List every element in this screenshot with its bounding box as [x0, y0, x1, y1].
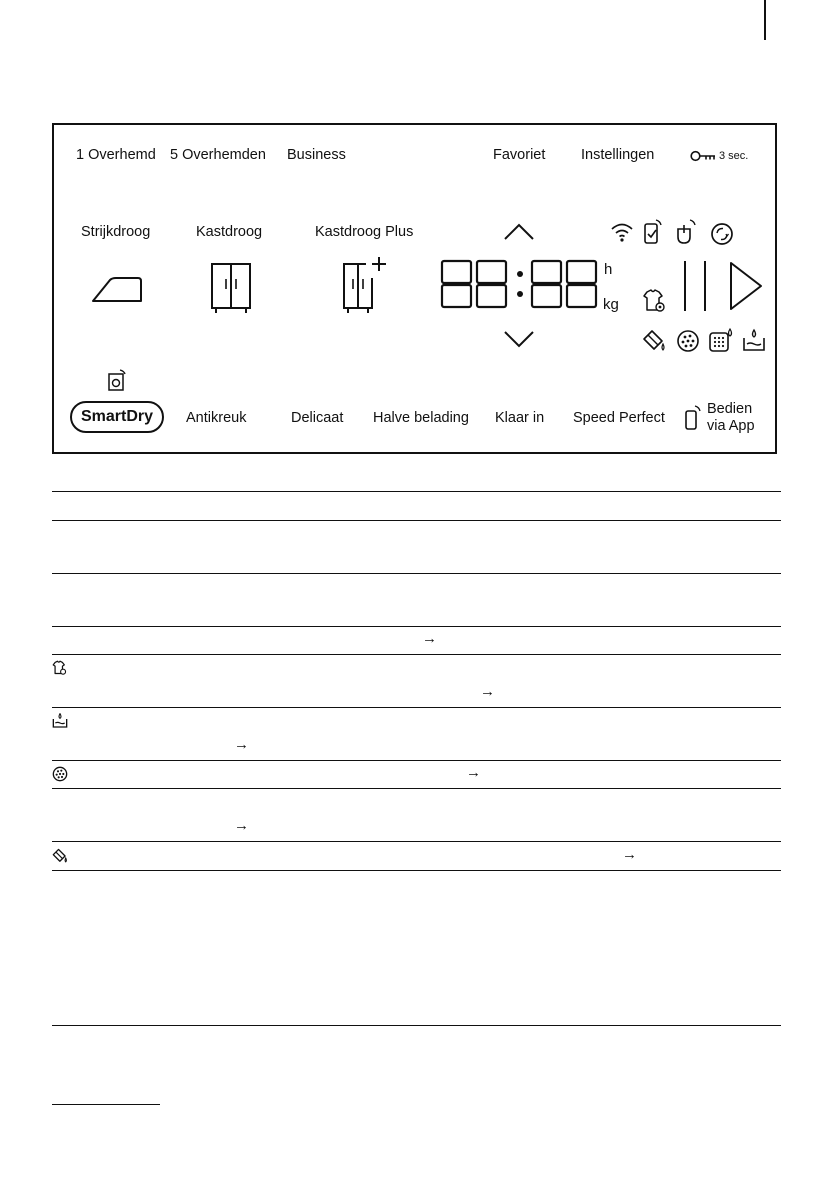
table-rule — [52, 870, 781, 871]
footnote-rule — [52, 1104, 160, 1105]
arrow-glyph: → — [466, 764, 481, 781]
settings-button[interactable]: Instellingen — [581, 147, 655, 163]
start-play-icon[interactable] — [729, 261, 763, 311]
arrow-glyph: → — [622, 846, 637, 863]
iron-dry-label[interactable]: Strijkdroog — [81, 224, 151, 240]
fluff-filter-icon — [676, 329, 700, 353]
water-tank-icon — [52, 713, 68, 734]
shirt-sensor-icon — [642, 288, 668, 314]
table-rule — [52, 573, 781, 574]
condenser-clean-icon — [642, 329, 668, 353]
arrow-glyph: → — [234, 817, 249, 834]
table-rule — [52, 491, 781, 492]
table-rule — [52, 841, 781, 842]
table-rule — [52, 788, 781, 789]
hours-unit-label: h — [604, 261, 613, 278]
arrow-glyph: → — [422, 630, 437, 647]
pause-icon[interactable] — [682, 260, 708, 312]
chevron-down-icon[interactable] — [503, 330, 535, 348]
wifi-icon — [610, 221, 634, 243]
wardrobe-icon[interactable] — [210, 262, 252, 314]
seven-segment-display — [440, 259, 600, 311]
header-rule — [764, 0, 766, 40]
table-rule — [52, 626, 781, 627]
table-rule — [52, 760, 781, 761]
control-panel — [52, 123, 777, 454]
wardrobe-plus-icon[interactable] — [342, 256, 388, 314]
fluff-filter-icon — [52, 766, 68, 787]
cycle-icon — [710, 222, 734, 246]
remote-control-icon — [675, 219, 697, 245]
half-load-button[interactable]: Halve belading — [373, 410, 469, 426]
table-rule — [52, 520, 781, 521]
remote-start-icon — [643, 219, 663, 245]
delicate-button[interactable]: Delicaat — [291, 410, 344, 426]
table-rule — [52, 1025, 781, 1026]
table-rule — [52, 707, 781, 708]
remote-app-button-line1[interactable]: Bedien — [707, 401, 753, 417]
arrow-glyph: → — [480, 683, 495, 700]
cupboard-dry-label[interactable]: Kastdroog — [196, 224, 263, 240]
arrow-glyph: → — [234, 736, 249, 753]
kilogram-unit-label: kg — [603, 296, 619, 313]
key-icon — [690, 150, 716, 162]
iron-icon[interactable] — [90, 268, 144, 304]
remote-app-button-line2[interactable]: via App — [707, 418, 755, 434]
smartdry-button[interactable]: SmartDry — [70, 401, 164, 433]
five-shirts-button[interactable]: 5 Overhemden — [170, 147, 266, 163]
cupboard-dry-plus-label[interactable]: Kastdroog Plus — [315, 224, 414, 240]
filter-mat-icon — [708, 328, 734, 354]
anti-crease-button[interactable]: Antikreuk — [186, 410, 247, 426]
speed-perfect-button[interactable]: Speed Perfect — [573, 410, 665, 426]
app-phone-icon — [684, 405, 702, 431]
lock-hold-label[interactable]: 3 sec. — [719, 150, 749, 162]
water-tank-icon — [742, 329, 766, 353]
ready-in-button[interactable]: Klaar in — [495, 410, 545, 426]
chevron-up-icon[interactable] — [503, 223, 535, 241]
shirt-sensor-icon — [52, 660, 68, 681]
table-rule — [52, 654, 781, 655]
smart-dry-appliance-icon — [108, 369, 128, 391]
one-shirt-button[interactable]: 1 Overhemd — [76, 147, 156, 163]
favourite-button[interactable]: Favoriet — [493, 147, 546, 163]
condenser-clean-icon — [52, 848, 69, 869]
business-button[interactable]: Business — [287, 147, 346, 163]
